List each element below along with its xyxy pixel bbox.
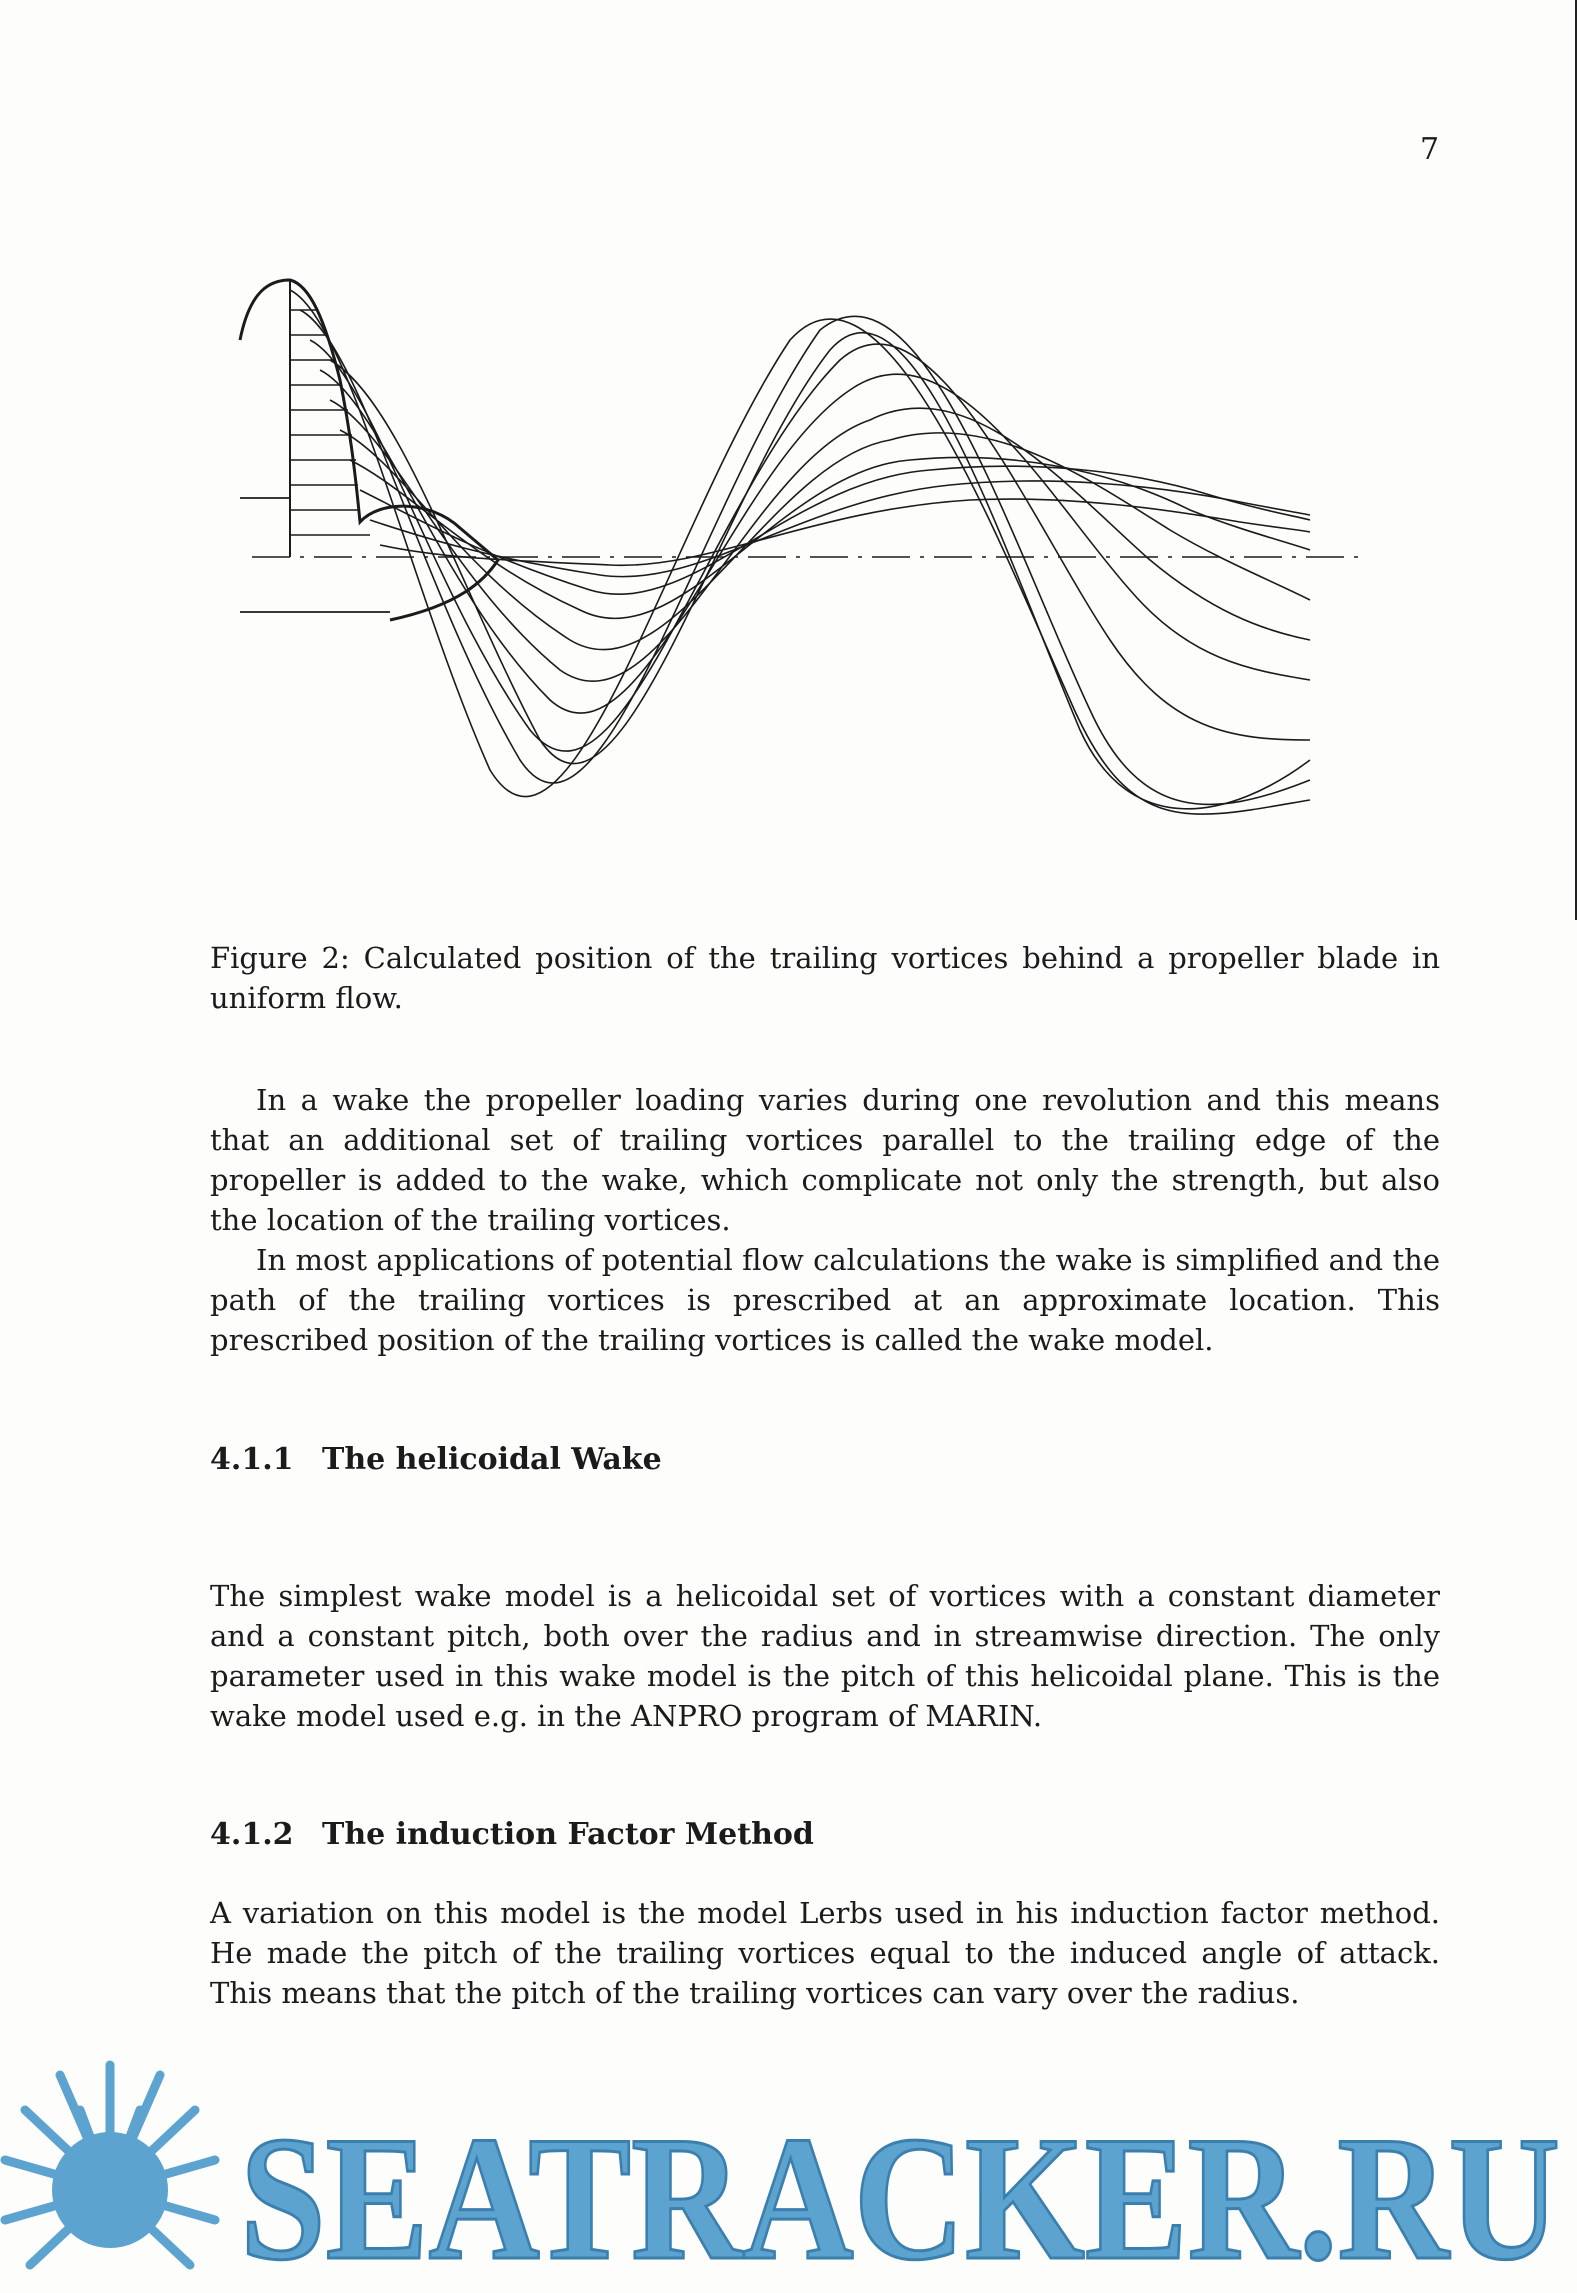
section-number: 4.1.2 xyxy=(210,1817,294,1852)
paragraph: A variation on this model is the model Lerbs used in his induction factor method. He made the pitch of the trailing vortices equal to the induced angle of attack. This means that the pitch of the trailing vortices can vary over the radius. xyxy=(210,1896,1440,2010)
paragraph: The simplest wake model is a helicoidal set of vortices with a constant diameter and a constant pitch, both over the radius and in streamwise direction. The only parameter used in this wake model is the pitch of this helicoidal plane. This is the wake model used e.g. in the ANPRO program of MARIN. xyxy=(210,1579,1440,1733)
watermark-text: SEATRACKER.RU xyxy=(240,2099,1560,2293)
trailing-vortices-figure xyxy=(230,260,1390,860)
page-number: 7 xyxy=(1420,132,1440,167)
paragraph: In a wake the propeller loading varies during one revolution and this means that an additional set of trailing vortices parallel to the trailing edge of the propeller is added to the wake, which complicate not only the strength, but also the location of the trailing vortices. xyxy=(210,1083,1440,1237)
paragraph: In most applications of potential flow calculations the wake is simplified and the path of the trailing vortices is prescribed at an approximate location. This prescribed position of the trailing vortices is called the wake model. xyxy=(210,1243,1440,1357)
section-heading xyxy=(210,1817,814,1852)
figure-caption: Figure 2: Calculated position of the trailing vortices behind a propeller blade in uniform flow. xyxy=(210,941,1440,1015)
vortex-curves xyxy=(290,290,1310,814)
watermark xyxy=(0,2040,1577,2293)
section-number: 4.1.1 xyxy=(210,1442,294,1477)
sun-logo-icon xyxy=(5,2065,215,2265)
section-title: The helicoidal Wake xyxy=(322,1442,662,1477)
section-heading xyxy=(210,1442,662,1477)
section-title: The induction Factor Method xyxy=(322,1817,814,1852)
